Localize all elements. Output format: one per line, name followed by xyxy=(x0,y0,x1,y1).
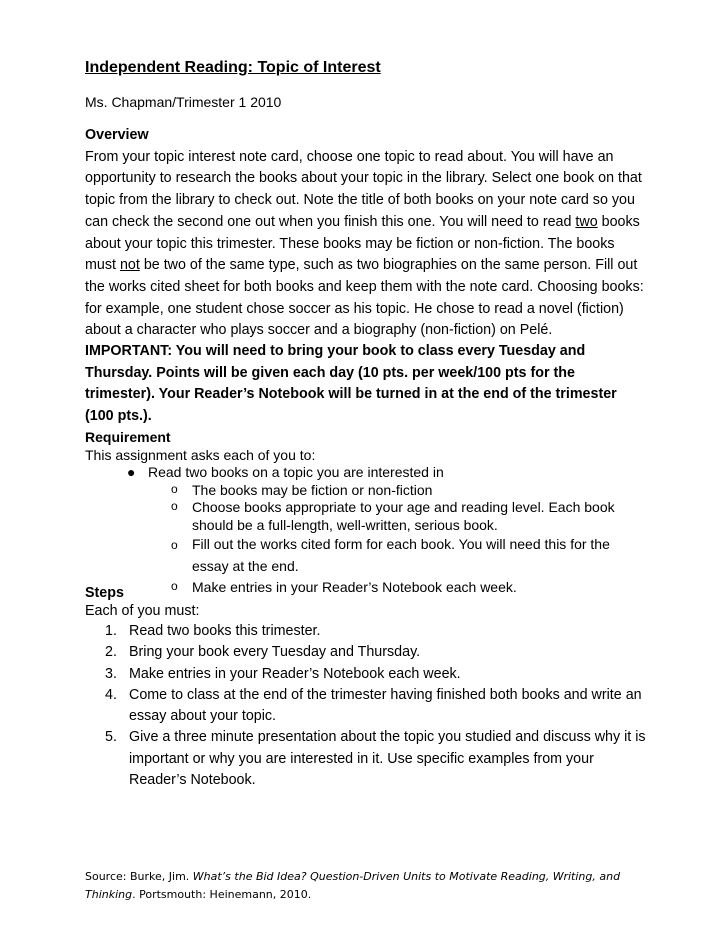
bullet-icon: ● xyxy=(127,464,136,480)
source-citation xyxy=(85,868,645,904)
step-number: 2. xyxy=(105,644,117,661)
overview-text-1: From your topic interest note card, choose one topic to read about. You will have an opportunity to research the books about your topic in the library. Select one book on that topic from the library to check out. Note the title of both books on your note card so you can check the second one out when you finish this one. You will need to read xyxy=(85,148,642,230)
requirement-bullet-item xyxy=(85,464,645,482)
step-item xyxy=(85,664,647,685)
step-number: 3. xyxy=(105,665,117,682)
overview-heading: Overview xyxy=(85,127,149,143)
requirement-subitem-text: Fill out the works cited form for each book. You will need this for the essay at the end. xyxy=(192,536,610,574)
source-suffix: . Portsmouth: Heinemann, 2010. xyxy=(132,888,312,901)
requirement-subitem xyxy=(85,499,645,534)
step-item xyxy=(85,642,647,663)
requirement-subitem-text: Make entries in your Reader’s Notebook each week. xyxy=(192,579,517,595)
step-item xyxy=(85,727,647,791)
overview-section xyxy=(85,125,647,342)
sub-bullet-icon: o xyxy=(171,481,178,496)
requirement-intro: This assignment asks each of you to: xyxy=(85,446,316,463)
step-number: 5. xyxy=(105,729,117,746)
steps-section xyxy=(85,584,647,791)
requirement-heading: Requirement xyxy=(85,429,171,445)
sub-bullet-icon: o xyxy=(171,538,178,552)
step-number: 4. xyxy=(105,686,117,703)
overview-underlined-not: not xyxy=(119,257,140,274)
page-subtitle: Ms. Chapman/Trimester 1 2010 xyxy=(85,94,282,110)
page-title: Independent Reading: Topic of Interest xyxy=(85,59,381,76)
step-text: Come to class at the end of the trimester having finished both books and write an essay about your topic. xyxy=(129,686,642,725)
overview-paragraph xyxy=(85,147,647,342)
step-text: Make entries in your Reader’s Notebook each week. xyxy=(129,665,461,682)
overview-underlined-two: two xyxy=(575,213,598,230)
sub-bullet-icon: o xyxy=(171,579,178,593)
step-text: Give a three minute presentation about the topic you studied and discuss why it is important or why you are interested in it. Use specific examples from your Reader’s Notebook. xyxy=(129,729,646,789)
source-prefix: Source: Burke, Jim. xyxy=(85,870,193,883)
requirement-subitem-text: Choose books appropriate to your age and reading level. Each book should be a full-length, well-written, serious book. xyxy=(192,499,615,533)
source-book-title: What’s the Bid Idea? Question-Driven Units to Motivate Reading, Writing, and Thinking xyxy=(85,870,621,901)
step-text: Read two books this trimester. xyxy=(129,623,321,639)
step-number: 1. xyxy=(105,623,117,639)
important-notice: IMPORTANT: You will need to bring your book to class every Tuesday and Thursday. Points will be given each day (10 pts. per week/100 pts for the trimester). Your Reader’s Notebook will be turned in at the end of the trimester (100 pts.). xyxy=(85,343,617,425)
steps-heading: Steps xyxy=(85,585,124,601)
requirement-subitem xyxy=(85,534,645,577)
requirement-section xyxy=(85,429,645,597)
steps-intro: Each of you must: xyxy=(85,603,200,619)
step-item xyxy=(85,621,647,642)
overview-text-3: be two of the same type, such as two biographies on the same person. Fill out the works cited sheet for both books and keep them with the note card. Choosing books: for example, one student chose soccer as his topic. He chose to read a novel (fiction) about a character who plays soccer and a biography (non-fiction) on Pelé. xyxy=(85,257,644,339)
requirement-item-text: Read two books on a topic you are interested in xyxy=(148,464,444,480)
overview-text-2: books about your topic this trimester. These books may be fiction or non-fiction. The books must xyxy=(85,213,640,274)
requirement-subitem-text: The books may be fiction or non-fiction xyxy=(192,481,433,498)
step-item xyxy=(85,685,647,728)
requirement-subitem xyxy=(85,482,645,500)
step-text: Bring your book every Tuesday and Thursday. xyxy=(129,644,421,661)
sub-bullet-icon: o xyxy=(171,499,178,513)
